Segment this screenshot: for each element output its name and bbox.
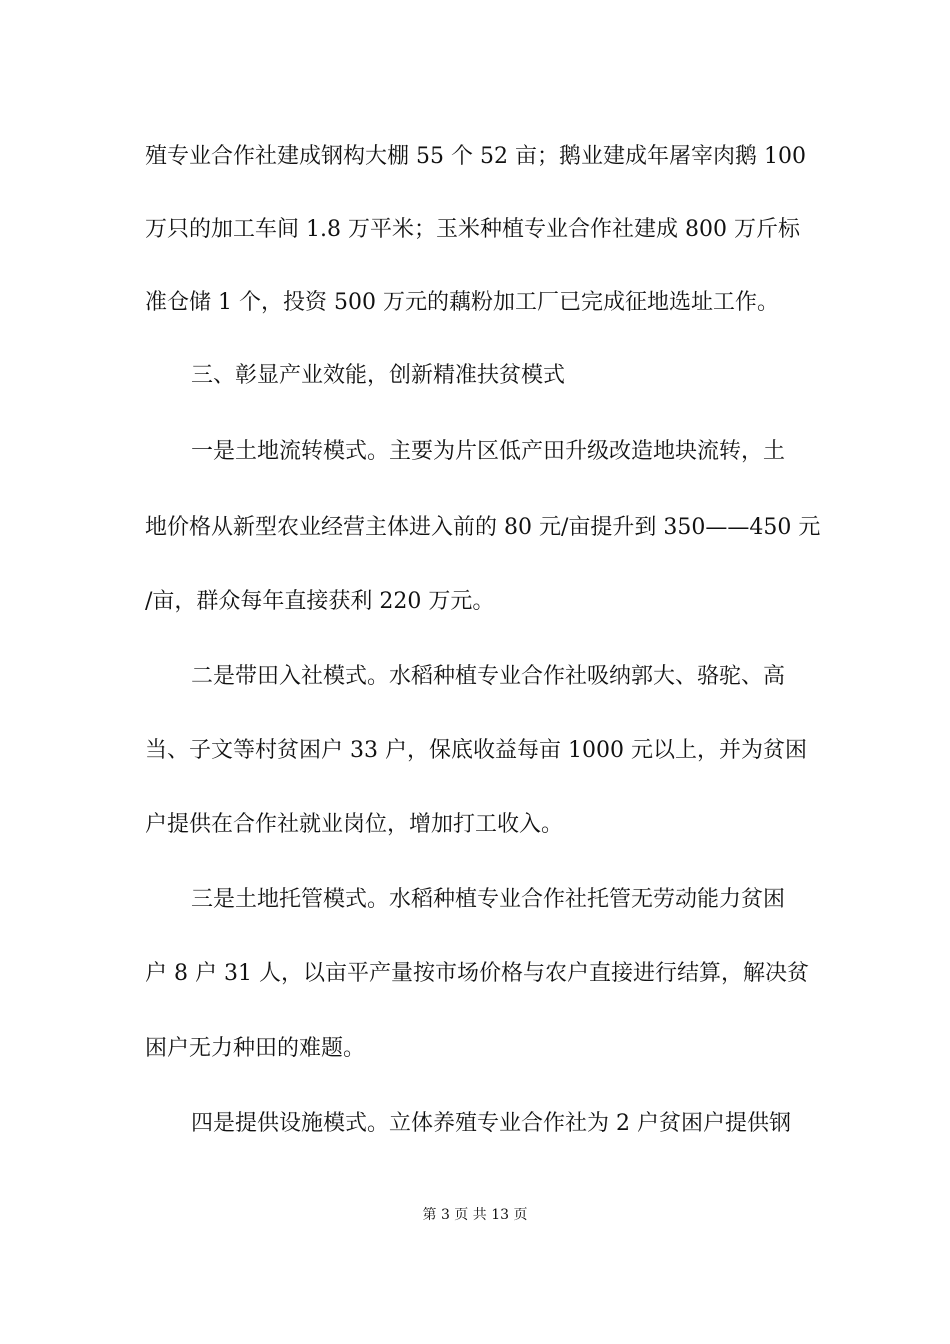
paragraph-line: 困户无力种田的难题。 (145, 1036, 366, 1061)
page-number-footer: 第 3 页 共 13 页 (422, 1207, 528, 1223)
paragraph-line: /亩，群众每年直接获利 220 万元。 (145, 589, 495, 614)
paragraph-line: 三是土地托管模式。水稻种植专业合作社托管无劳动能力贫困 (191, 887, 786, 912)
paragraph-line: 当、子文等村贫困户 33 户，保底收益每亩 1000 元以上，并为贫困 (145, 738, 807, 763)
paragraph-line: 四是提供设施模式。立体养殖专业合作社为 2 户贫困户提供钢 (191, 1111, 791, 1136)
paragraph-line: 准仓储 1 个，投资 500 万元的藕粉加工厂已完成征地选址工作。 (145, 290, 779, 315)
paragraph-line: 户 8 户 31 人，以亩平产量按市场价格与农户直接进行结算，解决贫 (145, 961, 809, 986)
paragraph-line: 万只的加工车间 1.8 万平米；玉米种植专业合作社建成 800 万斤标 (145, 217, 800, 242)
paragraph-line: 地价格从新型农业经营主体进入前的 80 元/亩提升到 350——450 元 (145, 515, 821, 540)
paragraph-line: 一是土地流转模式。主要为片区低产田升级改造地块流转，土 (191, 439, 786, 464)
paragraph-line: 殖专业合作社建成钢构大棚 55 个 52 亩；鹅业建成年屠宰肉鹅 100 (145, 144, 806, 169)
paragraph-line: 二是带田入社模式。水稻种植专业合作社吸纳郭大、骆驼、高 (191, 664, 786, 689)
paragraph-line: 户提供在合作社就业岗位，增加打工收入。 (145, 812, 564, 837)
section-heading: 三、彰显产业效能，创新精准扶贫模式 (191, 363, 566, 388)
